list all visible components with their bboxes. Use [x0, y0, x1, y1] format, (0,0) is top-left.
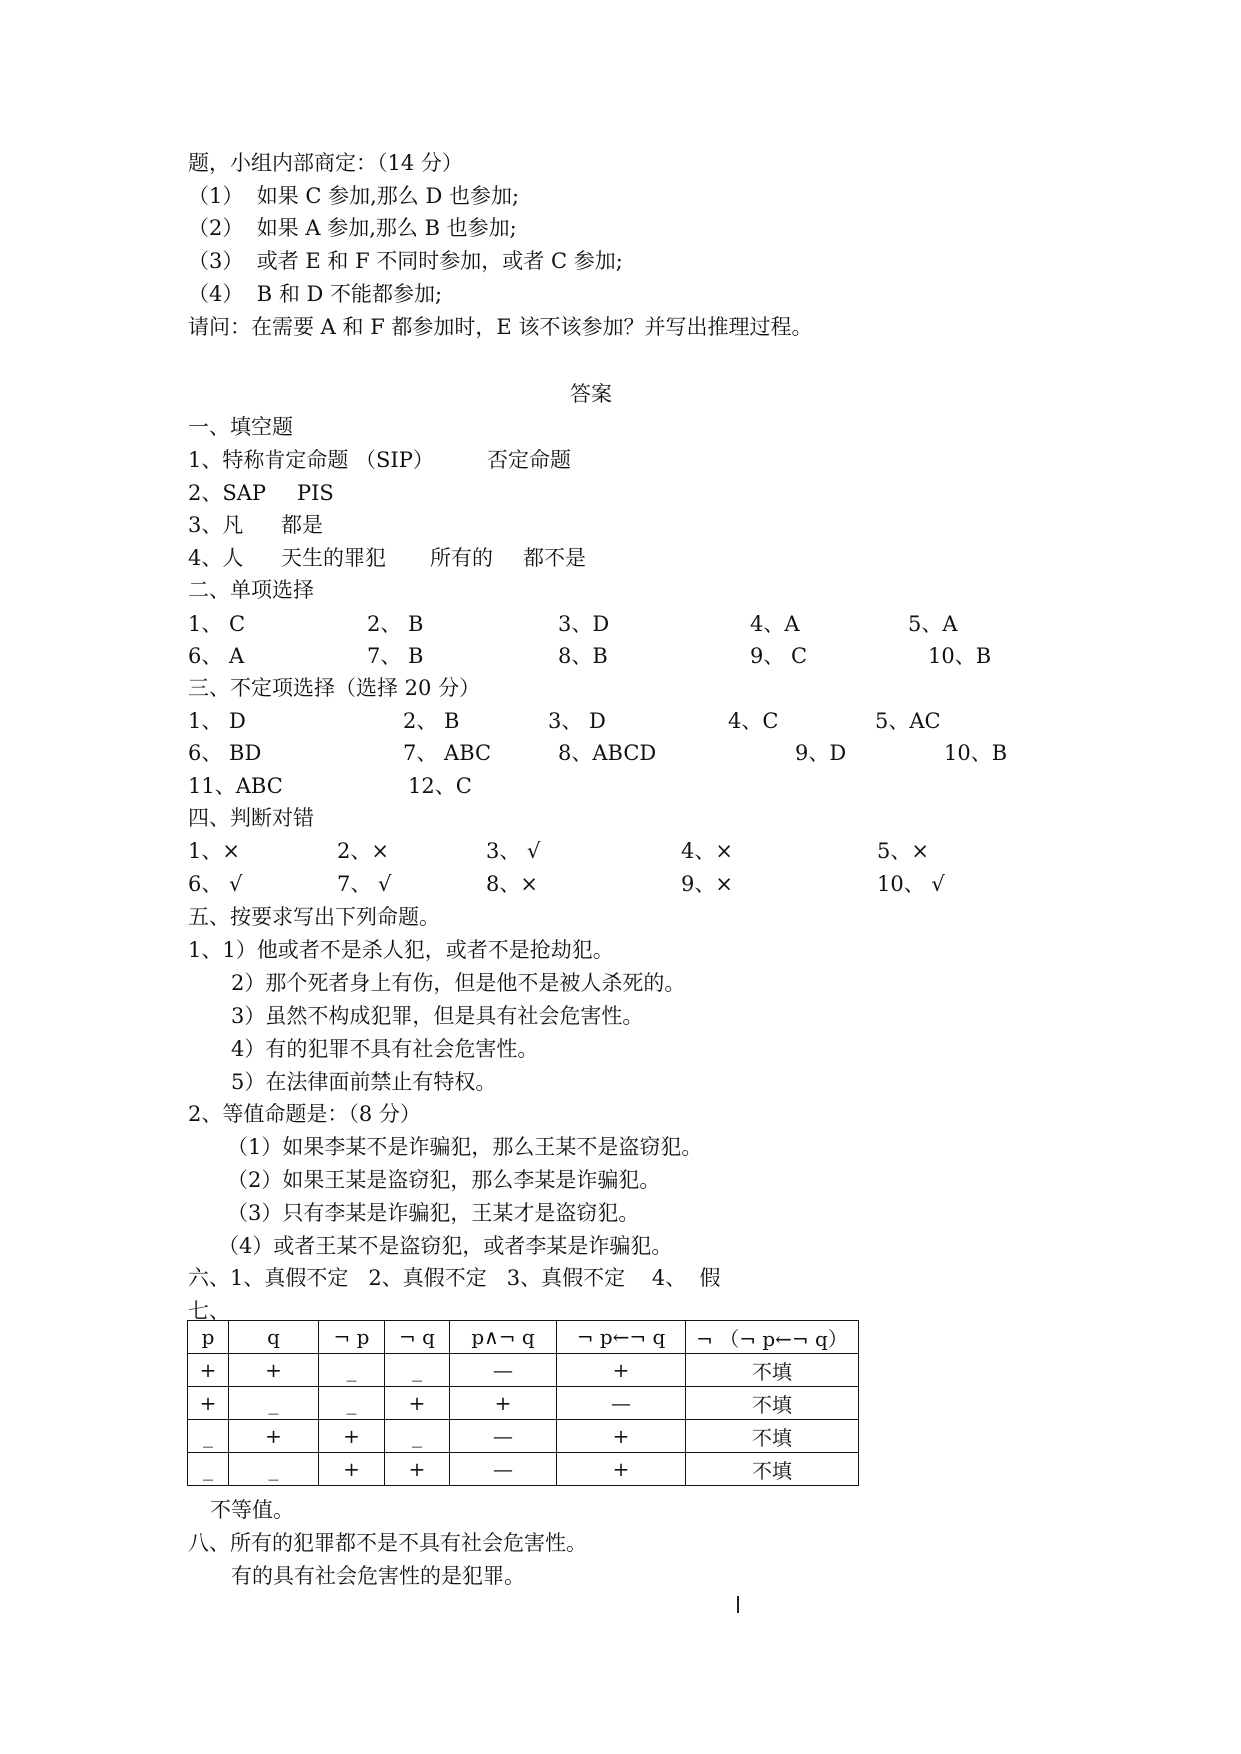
th-p: p	[188, 1321, 229, 1354]
table-cell: +	[557, 1420, 686, 1453]
th-q: q	[229, 1321, 319, 1354]
condition-3: （3） 或者 E 和 F 不同时参加，或者 C 参加;	[188, 249, 623, 273]
table-row	[188, 1420, 859, 1453]
s2-r2-c4: 9、 C	[750, 644, 808, 668]
s1-row4-b: 天生的罪犯	[281, 546, 386, 570]
s1-row1-a: 1、特称肯定命题 （SIP）	[188, 448, 434, 472]
section-5-heading: 五、按要求写出下列命题。	[188, 905, 440, 929]
s4-r2-c2: 7、 √	[337, 872, 392, 896]
section-3-heading: 三、不定项选择（选择 20 分）	[188, 676, 481, 700]
condition-2: （2） 如果 A 参加,那么 B 也参加;	[188, 216, 517, 240]
s4-r1-c2: 2、×	[337, 839, 389, 863]
s1-row3-a: 3、凡	[188, 513, 244, 537]
table-cell: _	[188, 1453, 229, 1486]
s1-row2-a: 2、SAP	[188, 481, 267, 505]
s3-r2-c1: 6、 BD	[188, 741, 262, 765]
table-cell: +	[557, 1354, 686, 1387]
s5-p2-heading: 2、等值命题是：（8 分）	[188, 1102, 421, 1126]
th-p-and-not-q: p∧¬ q	[450, 1321, 557, 1354]
s4-r1-c1: 1、×	[188, 839, 240, 863]
table-row	[188, 1387, 859, 1420]
s7-conclusion: 不等值。	[210, 1498, 294, 1522]
s1-row2-b: PIS	[297, 481, 334, 505]
truth-table	[187, 1320, 859, 1486]
answer-title: 答案	[570, 382, 612, 406]
s4-r1-c3: 3、 √	[486, 839, 541, 863]
table-cell: _	[229, 1387, 319, 1420]
s1-row1-b: 否定命题	[487, 448, 571, 472]
table-cell: +	[385, 1387, 450, 1420]
section-2-heading: 二、单项选择	[188, 578, 314, 602]
table-cell: +	[229, 1420, 319, 1453]
table-row	[188, 1453, 859, 1486]
s4-r2-c3: 8、×	[486, 872, 538, 896]
table-cell: +	[188, 1354, 229, 1387]
s3-r2-c2: 7、 ABC	[403, 741, 492, 765]
table-cell: 不填	[686, 1453, 859, 1486]
s5-p2-line1: （1）如果李某不是诈骗犯，那么王某不是盗窃犯。	[227, 1135, 703, 1159]
page-marker	[737, 1596, 739, 1613]
s3-r2-c3: 8、ABCD	[558, 741, 657, 765]
s3-r1-c5: 5、AC	[875, 709, 941, 733]
s5-p2-line2: （2）如果王某是盗窃犯，那么李某是诈骗犯。	[227, 1168, 661, 1192]
th-not-p-impl-not-q: ¬ p←¬ q	[557, 1321, 686, 1354]
question-intro: 题，小组内部商定：（14 分）	[188, 151, 463, 175]
s2-r1-c5: 5、A	[908, 612, 958, 636]
table-cell: —	[450, 1453, 557, 1486]
s2-r1-c1: 1、 C	[188, 612, 246, 636]
condition-1: （1） 如果 C 参加,那么 D 也参加;	[188, 184, 520, 208]
s5-p2-line4: （4）或者王某不是盗窃犯，或者李某是诈骗犯。	[218, 1234, 673, 1258]
table-cell: _	[229, 1453, 319, 1486]
s3-r3-c1: 11、ABC	[188, 774, 283, 798]
table-cell: +	[385, 1453, 450, 1486]
table-row	[188, 1354, 859, 1387]
section-1-heading: 一、填空题	[188, 415, 293, 439]
s5-p1-line4: 4）有的犯罪不具有社会危害性。	[231, 1037, 539, 1061]
table-cell: —	[450, 1420, 557, 1453]
table-cell: +	[229, 1354, 319, 1387]
s1-row4-c: 所有的	[430, 546, 493, 570]
s5-p2-line3: （3）只有李某是诈骗犯，王某才是盗窃犯。	[227, 1201, 640, 1225]
table-cell: 不填	[686, 1420, 859, 1453]
th-not-q: ¬ q	[385, 1321, 450, 1354]
s3-r2-c5: 10、B	[944, 741, 1008, 765]
table-cell: +	[450, 1387, 557, 1420]
s5-p1-line5: 5）在法律面前禁止有特权。	[231, 1070, 497, 1094]
s3-r1-c3: 3、 D	[548, 709, 606, 733]
table-header-row	[188, 1321, 859, 1354]
table-cell: +	[319, 1420, 385, 1453]
s3-r2-c4: 9、D	[795, 741, 847, 765]
s5-p1-line3: 3）虽然不构成犯罪，但是具有社会危害性。	[231, 1004, 644, 1028]
s5-p1-line1: 1、1）他或者不是杀人犯，或者不是抢劫犯。	[188, 938, 614, 962]
table-cell: —	[450, 1354, 557, 1387]
table-cell: 不填	[686, 1387, 859, 1420]
table-cell: +	[319, 1453, 385, 1486]
s2-r2-c2: 7、 B	[367, 644, 424, 668]
s4-r2-c5: 10、 √	[877, 872, 945, 896]
th-not-p: ¬ p	[319, 1321, 385, 1354]
s2-r2-c1: 6、 A	[188, 644, 245, 668]
s2-r2-c5: 10、B	[928, 644, 992, 668]
s3-r1-c2: 2、 B	[403, 709, 460, 733]
th-negation: ¬ （¬ p←¬ q）	[686, 1321, 859, 1354]
section-7-heading: 七、	[188, 1299, 230, 1323]
s1-row4-a: 4、人	[188, 546, 244, 570]
table-cell: 不填	[686, 1354, 859, 1387]
s1-row4-d: 都不是	[523, 546, 586, 570]
table-cell: +	[557, 1453, 686, 1486]
section-6-line: 六、1、真假不定 2、真假不定 3、真假不定 4、 假	[188, 1266, 721, 1290]
s5-p1-line2: 2）那个死者身上有伤，但是他不是被人杀死的。	[231, 971, 686, 995]
s1-row3-b: 都是	[281, 513, 323, 537]
s4-r2-c4: 9、×	[681, 872, 733, 896]
s3-r3-c2: 12、C	[408, 774, 472, 798]
s2-r2-c3: 8、B	[558, 644, 608, 668]
s3-r1-c4: 4、C	[728, 709, 779, 733]
table-cell: _	[319, 1354, 385, 1387]
table-cell: _	[385, 1354, 450, 1387]
table-cell: _	[385, 1420, 450, 1453]
s2-r1-c2: 2、 B	[367, 612, 424, 636]
section-4-heading: 四、判断对错	[188, 806, 314, 830]
table-cell: _	[319, 1387, 385, 1420]
question-ask: 请问：在需要 A 和 F 都参加时，E 该不该参加？并写出推理过程。	[188, 315, 813, 339]
table-cell: +	[188, 1387, 229, 1420]
table-cell: —	[557, 1387, 686, 1420]
table-cell: _	[188, 1420, 229, 1453]
s4-r1-c4: 4、×	[681, 839, 733, 863]
section-8-line2: 有的具有社会危害性的是犯罪。	[231, 1564, 525, 1588]
condition-4: （4） B 和 D 不能都参加;	[188, 282, 443, 306]
s2-r1-c3: 3、D	[558, 612, 610, 636]
s2-r1-c4: 4、A	[750, 612, 800, 636]
section-8-line1: 八、所有的犯罪都不是不具有社会危害性。	[188, 1531, 587, 1555]
s4-r2-c1: 6、 √	[188, 872, 243, 896]
s3-r1-c1: 1、 D	[188, 709, 246, 733]
s4-r1-c5: 5、×	[877, 839, 929, 863]
